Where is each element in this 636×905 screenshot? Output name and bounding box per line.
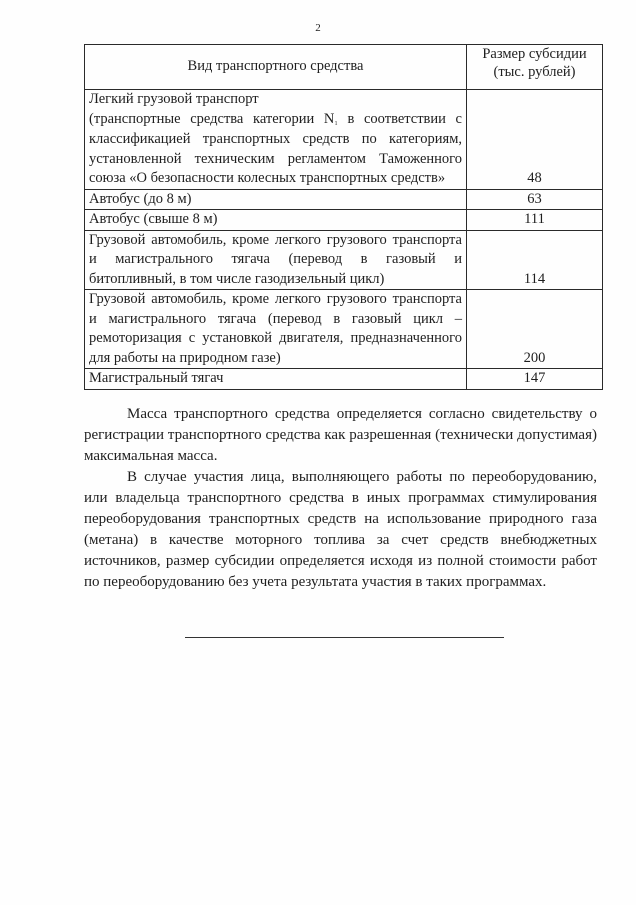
vehicle-type-detail bbox=[89, 111, 462, 187]
header-amount-line1: Размер субсидии bbox=[482, 46, 587, 62]
subsidy-table bbox=[84, 44, 603, 390]
vehicle-type-cell: Автобус (до 8 м) bbox=[85, 189, 467, 210]
vehicle-type-cell: Магистральный тягач bbox=[85, 369, 467, 390]
table-header-row bbox=[85, 45, 603, 90]
closing-rule bbox=[185, 637, 504, 638]
table-row bbox=[85, 369, 603, 390]
vehicle-type-title: Легкий грузовой транспорт bbox=[89, 91, 259, 107]
vehicle-type-cell: Автобус (свыше 8 м) bbox=[85, 210, 467, 231]
header-vehicle-type: Вид транспортного средства bbox=[85, 45, 467, 90]
table-row bbox=[85, 230, 603, 290]
table-row bbox=[85, 290, 603, 369]
vehicle-type-cell: Грузовой автомобиль, кроме легкого грузового транспорта и магистрального тягача (перевод в газовый цикл – ремоторизация с установкой двигателя, предназначенного для работы на природном газе) bbox=[85, 290, 467, 369]
subsidy-amount-cell: 200 bbox=[467, 290, 603, 369]
subsidy-amount-cell: 147 bbox=[467, 369, 603, 390]
table-row bbox=[85, 90, 603, 190]
vehicle-type-cell: Грузовой автомобиль, кроме легкого грузового транспорта и магистрального тягача (перевод в газовый и битопливный, в том числе газодизельный цикл) bbox=[85, 230, 467, 290]
table-row bbox=[85, 210, 603, 231]
subsidy-amount-cell: 48 bbox=[467, 90, 603, 190]
subsidy-amount-cell: 114 bbox=[467, 230, 603, 290]
header-amount-line2: (тыс. рублей) bbox=[493, 64, 576, 80]
page-number: 2 bbox=[315, 22, 321, 34]
subsidy-amount-cell: 63 bbox=[467, 189, 603, 210]
detail-text: (транспортные средства категории N bbox=[89, 110, 335, 127]
body-text bbox=[84, 404, 597, 593]
vehicle-type-cell bbox=[85, 90, 467, 190]
table-row bbox=[85, 189, 603, 210]
header-subsidy-amount bbox=[467, 45, 603, 90]
paragraph-mass: Масса транспортного средства определяется согласно свидетельству о регистрации транспортного средства как разрешенная (технически допустимая) максимальная масса. bbox=[84, 406, 597, 464]
detail-text-cont: в соответствии с классификацией транспортных средств по категориям, установленной техническим регламентом Таможенного союза «О безопасности колесных транспортных средств» bbox=[89, 110, 462, 186]
paragraph-participation: В случае участия лица, выполняющего работы по переоборудованию, или владельца транспортного средства в иных программах стимулирования переоборудования транспортных средств на использование природного газа (метана) в качестве моторного топлива за счет средств внебюджетных источников, размер субсидии определяется исходя из полной стоимости работ по переоборудованию без учета результата участия в таких программах. bbox=[84, 469, 597, 590]
category-subscript: ₁ bbox=[334, 114, 338, 126]
subsidy-amount-cell: 111 bbox=[467, 210, 603, 231]
